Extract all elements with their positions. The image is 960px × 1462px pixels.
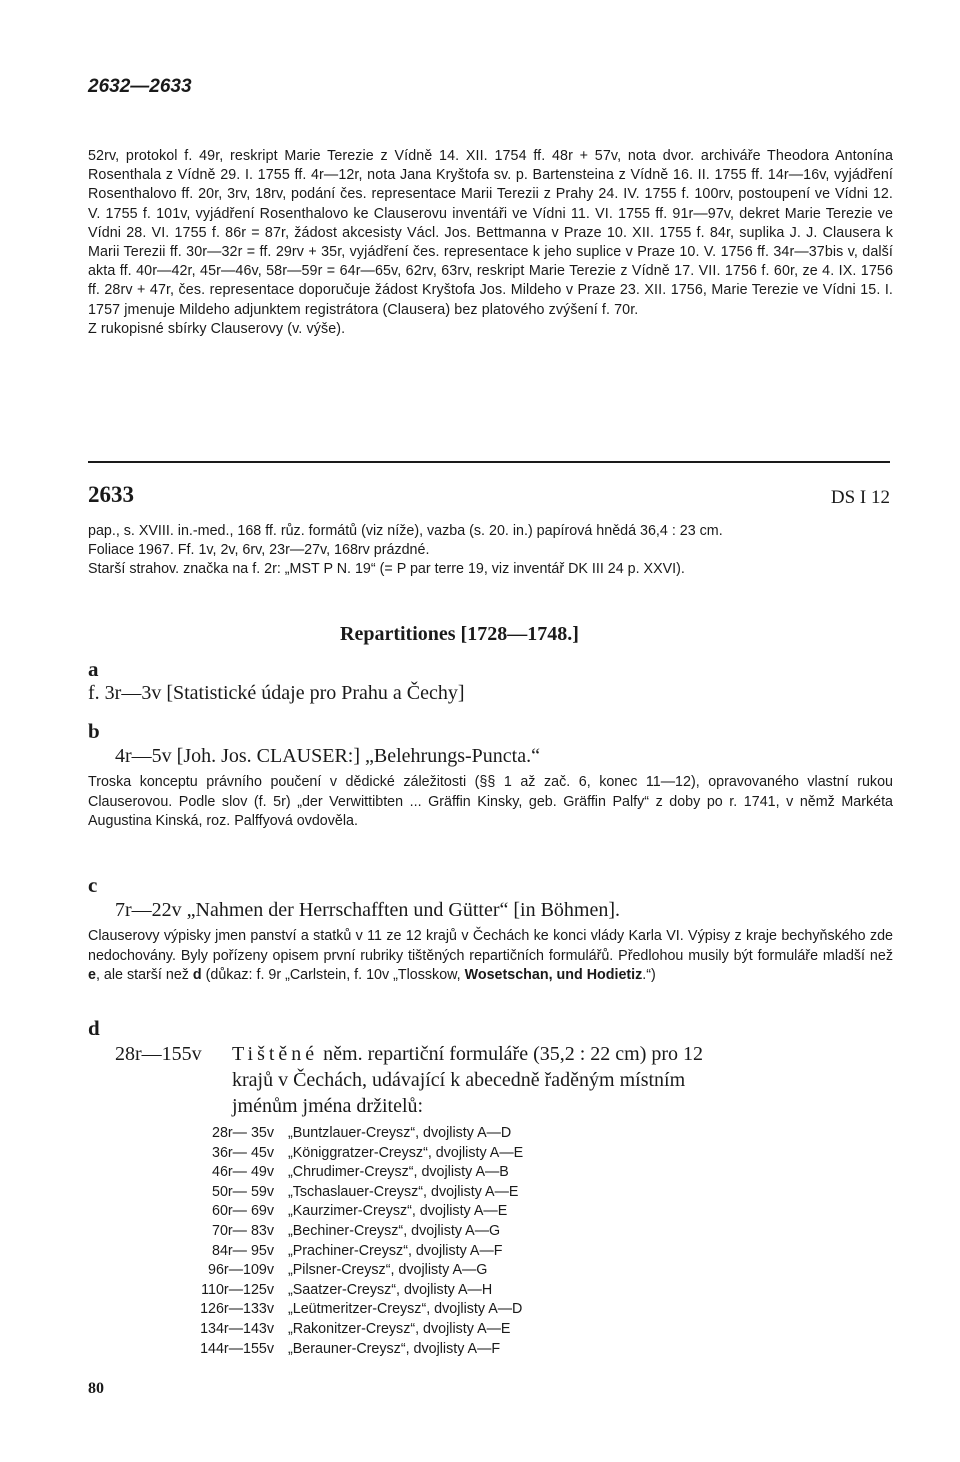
district-text: „Rakonitzer-Creysz“, dvojlisty A—E bbox=[288, 1320, 511, 1337]
list-item bbox=[150, 1222, 523, 1242]
folio-range: 84r— 95v bbox=[212, 1242, 274, 1259]
list-item bbox=[150, 1163, 523, 1183]
part-d-spaced-word: Tištěné bbox=[232, 1043, 319, 1065]
list-item bbox=[150, 1340, 523, 1360]
previous-entry-text: 52rv, protokol f. 49r, reskript Marie Terezie z Vídně 14. XII. 1754 ff. 48r + 57v, nota dvor. archiváře Theodora Antonína Rosenthala z Vídně 29. I. 1755 ff. 4r—12r, nota Jana Kryštofa sv. p. Bartensteina z Vídně 16. II. 1755 ff. 14r—16v, vyjádření Rosenthalovo ff. 20r, 3rv, 18rv, podání čes. representace Marii Terezii z Prahy 24. IV. 1755 f. 100rv, postoupení ve Vídni 12. V. 1755 f. 101v, vyjádření Rosenthalovo ke Clauserovu inventáři ve Vídni 11. VI. 1755 ff. 91r—97v, dekret Marie Terezie ve Vídni 28. VI. 1755 f. 86r = 87r, žádost akcesisty Václ. Jos. Bettmanna v Praze 10. XII. 1755 f. 84r, suplika J. J. Clausera k Marii Terezii ff. 30r—32r = ff. 29rv + 35r, vyjádření čes. representace k jeho suplice v Praze 10. V. 1756 ff. 34r—37bis v, další akta ff. 40r—42r, 45r—46v, 58r—59r = 64r—65v, 62rv, 63rv, reskript Marie Terezie z Vídně 17. VII. 1756 f. 60r, ze 4. IX. 1756 ff. 28rv + 47r, čes. representace doporučuje žádost Kryštofa Jos. Mildeho v Praze 23. XII. 1756, Marie Terezie ve Vídni 15. I. 1757 jmenuje Mildeho adjunktem registrátora (Clausera) bez platového zvýšení f. 70r. bbox=[88, 148, 893, 318]
page-number: 80 bbox=[88, 1380, 104, 1397]
part-d-heading-line: jménům jména držitelů: bbox=[232, 1095, 424, 1117]
manuscript-title: Repartitiones [1728—1748.] bbox=[340, 623, 579, 645]
part-c-text bbox=[88, 927, 893, 986]
district-text: „Berauner-Creysz“, dvojlisty A—F bbox=[288, 1340, 501, 1357]
folio-range: 50r— 59v bbox=[212, 1183, 274, 1200]
folio-range: 46r— 49v bbox=[212, 1164, 274, 1181]
bold-run: e bbox=[88, 967, 96, 983]
list-item bbox=[150, 1261, 523, 1281]
part-letter-a: a bbox=[88, 657, 99, 681]
part-d-heading-line: krajů v Čechách, udávající k abecedně řaděným místním bbox=[232, 1069, 686, 1091]
shelfmark: DS I 12 bbox=[830, 487, 890, 508]
list-item bbox=[150, 1144, 523, 1164]
folio-range: 36r— 45v bbox=[212, 1144, 274, 1161]
text-run: , ale starší než bbox=[95, 967, 193, 983]
previous-entry-continuation bbox=[88, 147, 893, 339]
part-b-heading: 4r—5v [Joh. Jos. CLAUSER:] „Belehrungs-Puncta.“ bbox=[115, 745, 540, 767]
district-text: „Chrudimer-Creysz“, dvojlisty A—B bbox=[288, 1164, 509, 1181]
part-b-description bbox=[88, 773, 893, 832]
district-text: „Kaurzimer-Creysz“, dvojlisty A—E bbox=[288, 1203, 508, 1220]
folio-range: 134r—143v bbox=[200, 1320, 274, 1337]
folio-range: 28r— 35v bbox=[212, 1125, 274, 1141]
district-list bbox=[150, 1124, 523, 1359]
list-item bbox=[150, 1183, 523, 1203]
list-item bbox=[150, 1242, 523, 1262]
folio-range: 60r— 69v bbox=[212, 1203, 274, 1220]
part-letter-c: c bbox=[88, 873, 98, 897]
district-text: „Pilsner-Creysz“, dvojlisty A—G bbox=[288, 1262, 488, 1279]
list-item bbox=[150, 1320, 523, 1340]
part-d-range: 28r—155v bbox=[115, 1043, 202, 1065]
part-d-heading-rest: něm. repartiční formuláře (35,2 : 22 cm) pro 12 bbox=[318, 1043, 704, 1065]
running-head: 2632—2633 bbox=[88, 76, 192, 97]
entry-number: 2633 bbox=[88, 482, 134, 507]
district-text: „Buntzlauer-Creysz“, dvojlisty A—D bbox=[288, 1125, 512, 1141]
district-text: „Prachiner-Creysz“, dvojlisty A—F bbox=[288, 1242, 503, 1259]
folio-range: 70r— 83v bbox=[212, 1222, 274, 1239]
manuscript-description bbox=[88, 522, 893, 579]
description-line: pap., s. XVIII. in.-med., 168 ff. růz. formátů (viz níže), vazba (s. 20. in.) papírová hnědá 36,4 : 23 cm. bbox=[88, 523, 723, 539]
district-text: „Leütmeritzer-Creysz“, dvojlisty A—D bbox=[288, 1301, 523, 1318]
list-item bbox=[150, 1281, 523, 1301]
district-text: „Saatzer-Creysz“, dvojlisty A—H bbox=[288, 1281, 493, 1298]
part-b-text: Troska konceptu právního poučení v dědické záležitosti (§§ 1 až zač. 6, konec 11—12), opravovaného vlastní rukou Clauserovou. Podle slov (f. 5r) „der Verwittibten ... Gräffin Kinsky, geb. Gräffin Palfy“ z doby po r. 1741, v němž Markéta Augustina Kinská, roz. Palffyová ovdověla. bbox=[88, 774, 893, 829]
text-run: (důkaz: f. 9r „Carlstein, f. 10v „Tlosskow, bbox=[201, 967, 465, 983]
part-letter-b: b bbox=[88, 719, 100, 743]
bold-run: d bbox=[192, 967, 202, 983]
folio-range: 96r—109v bbox=[208, 1262, 274, 1279]
folio-range: 126r—133v bbox=[200, 1301, 274, 1318]
part-c-description bbox=[88, 927, 893, 986]
text-run: Clauserovy výpisky jmen panství a statků v 11 ze 12 krajů v Čechách ke konci vlády Karla VI. Výpisy z kraje bechyňského zde nedochovány. Byly pořízeny opisem první rubriky tištěných repartičních formulářů. Předlohou musily být formuláře mladší než bbox=[88, 928, 893, 964]
folio-range: 110r—125v bbox=[201, 1281, 274, 1298]
district-text: „Tschaslauer-Creysz“, dvojlisty A—E bbox=[288, 1183, 519, 1200]
part-a-heading: f. 3r—3v [Statistické údaje pro Prahu a Čechy] bbox=[88, 682, 465, 704]
folio-range: 144r—155v bbox=[200, 1340, 274, 1357]
district-text: „Königgratzer-Creysz“, dvojlisty A—E bbox=[288, 1144, 524, 1161]
list-item bbox=[150, 1124, 523, 1144]
part-d-heading bbox=[115, 1041, 895, 1119]
bold-run: Wosetschan, und Hodietiz bbox=[464, 967, 643, 983]
description-line: Starší strahov. značka na f. 2r: „MST P N. 19“ (= P par terre 19, viz inventář DK III 24 p. XXVI). bbox=[88, 561, 685, 577]
section-divider bbox=[88, 461, 890, 463]
part-c-heading: 7r—22v „Nahmen der Herrschafften und Gütter“ [in Böhmen]. bbox=[115, 899, 621, 921]
part-letter-d: d bbox=[88, 1016, 100, 1040]
list-item bbox=[150, 1300, 523, 1320]
list-item bbox=[150, 1202, 523, 1222]
district-text: „Bechiner-Creysz“, dvojlisty A—G bbox=[288, 1222, 501, 1239]
text-run: .“) bbox=[642, 967, 656, 983]
description-line: Foliace 1967. Ff. 1v, 2v, 6rv, 23r—27v, 168rv prázdné. bbox=[88, 542, 430, 558]
previous-entry-source: Z rukopisné sbírky Clauserovy (v. výše). bbox=[88, 320, 346, 337]
